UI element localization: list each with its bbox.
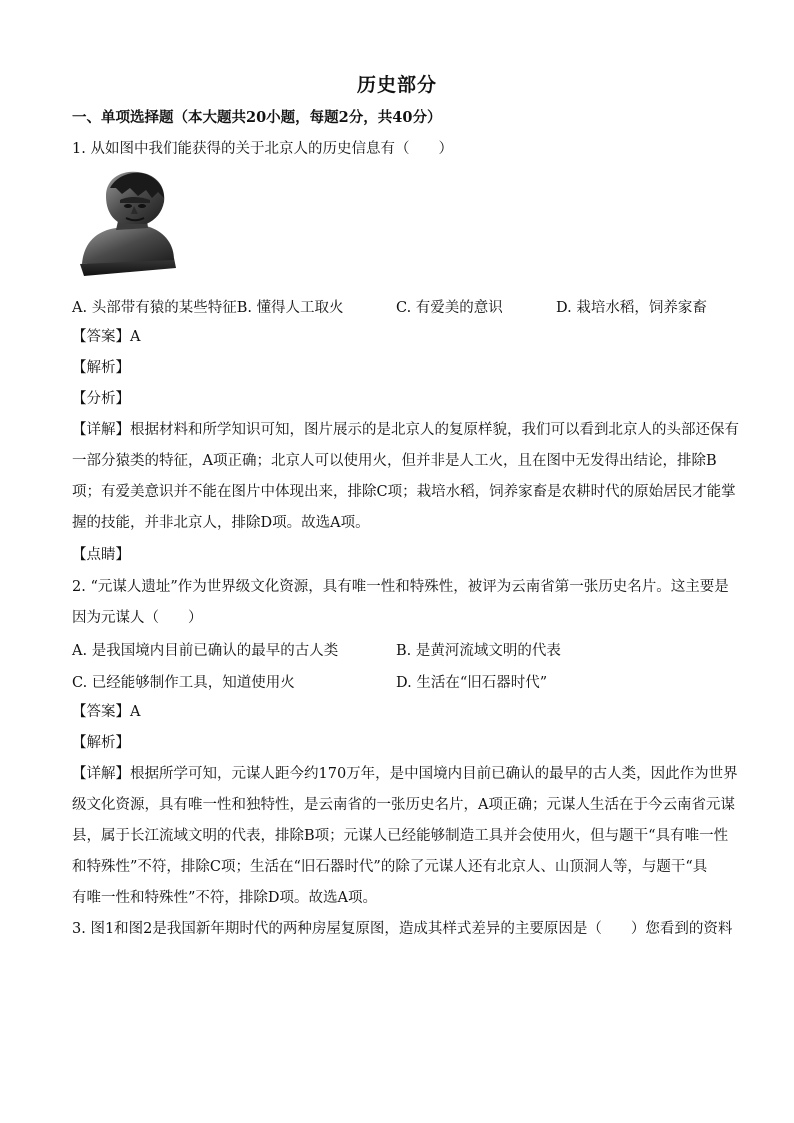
q2-option-c: C. 已经能够制作工具，知道使用火 [72, 675, 295, 691]
q1-option-c: C. 有爱美的意识 [396, 300, 503, 316]
q1-answer: 【答案】A [72, 329, 141, 345]
q1-detail-line: 项；有爱美意识并不能在图片中体现出来，排除C项；栽培水稻，饲养家畜是农耕时代的原始居民才能掌 [72, 484, 736, 500]
q1-analysis-label: 【解析】 [72, 360, 130, 376]
q2-option-a: A. 是我国境内目前已确认的最早的古人类 [72, 643, 339, 659]
q2-detail-line: 有唯一性和特殊性”不符，排除D项。故选A项。 [72, 890, 378, 906]
section-heading: 一、单项选择题（本大题共20小题，每题2分，共40分） [72, 109, 442, 126]
q2-detail-line: 【详解】根据所学可知，元谋人距今约170万年，是中国境内目前已确认的最早的古人类，因此作为世界 [72, 766, 738, 782]
q2-analysis-label: 【解析】 [72, 735, 130, 751]
q1-fenxi-label: 【分析】 [72, 391, 130, 407]
peking-man-bust-icon [76, 168, 180, 280]
q2-detail-line: 县，属于长江流域文明的代表，排除B项；元谋人已经能够制造工具并会使用火，但与题干“具有唯一性 [72, 828, 729, 844]
q2-answer: 【答案】A [72, 704, 141, 720]
q1-detail-line: 一部分猿类的特征，A项正确；北京人可以使用火，但并非是人工火，且在图中无发得出结论，排除B [72, 453, 717, 469]
q2-detail-line: 级文化资源，具有唯一性和独特性，是云南省的一张历史名片，A项正确；元谋人生活在于今云南省元谋 [72, 797, 735, 813]
q1-option-d: D. 栽培水稻，饲养家畜 [556, 300, 707, 316]
q1-detail-line: 【详解】根据材料和所学知识可知，图片展示的是北京人的复原样貌，我们可以看到北京人的头部还保有 [72, 422, 739, 438]
q2-detail-line: 和特殊性”不符，排除C项；生活在“旧石器时代”的除了元谋人还有北京人、山顶洞人等，与题干“具 [72, 859, 708, 875]
q1-dianjing-label: 【点睛】 [72, 547, 130, 563]
q1-detail-line: 握的技能，并非北京人，排除D项。故选A项。 [72, 515, 370, 531]
q1-stem: 1. 从如图中我们能获得的关于北京人的历史信息有（ ） [72, 141, 453, 157]
q2-option-b: B. 是黄河流域文明的代表 [396, 643, 561, 659]
q2-option-d: D. 生活在“旧石器时代” [396, 675, 548, 691]
page-title: 历史部分 [356, 74, 437, 96]
q3-stem: 3. 图1和图2是我国新年期时代的两种房屋复原图，造成其样式差异的主要原因是（ ）您看到的资料 [72, 921, 733, 937]
q1-option-ab: A. 头部带有猿的某些特征B. 懂得人工取火 [72, 300, 344, 316]
q2-stem-line: 2. “元谋人遗址”作为世界级文化资源，具有唯一性和特殊性，被评为云南省第一张历史名片。这主要是 [72, 579, 729, 595]
q2-stem-line: 因为元谋人（ ） [72, 610, 203, 626]
